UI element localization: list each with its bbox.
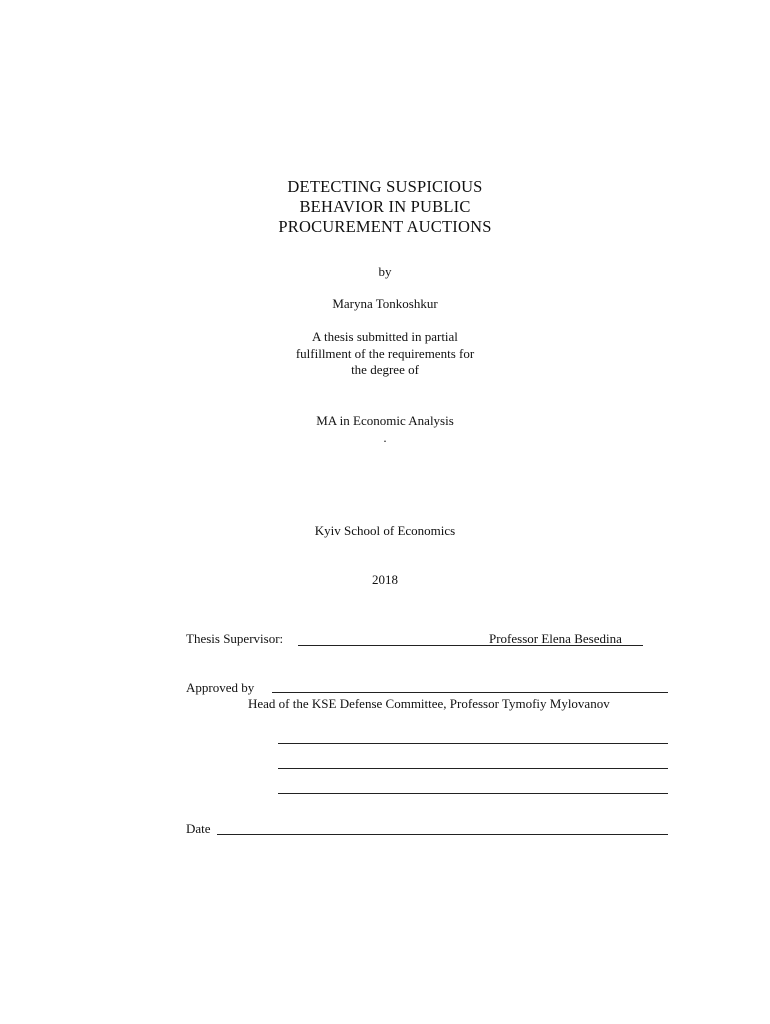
submission-line-2: fulfillment of the requirements for bbox=[295, 345, 475, 361]
degree-dot: . bbox=[383, 430, 387, 445]
thesis-title bbox=[0, 177, 770, 237]
school-name: Kyiv School of Economics bbox=[314, 523, 456, 538]
author-name: Maryna Tonkoshkur bbox=[332, 296, 438, 311]
signature-line-1 bbox=[278, 743, 668, 744]
supervisor-name: Professor Elena Besedina bbox=[489, 631, 622, 646]
signature-line-2 bbox=[278, 768, 668, 769]
date-line bbox=[217, 834, 668, 835]
supervisor-label: Thesis Supervisor: bbox=[186, 631, 284, 646]
approval-signature-line bbox=[272, 692, 668, 693]
thesis-title-line-1: DETECTING SUSPICIOUS bbox=[287, 177, 483, 196]
by-label: by bbox=[378, 264, 392, 279]
committee-head-caption: Head of the KSE Defense Committee, Professor Tymofiy Mylovanov bbox=[248, 696, 610, 711]
year: 2018 bbox=[372, 572, 398, 587]
degree-name: MA in Economic Analysis bbox=[316, 413, 454, 428]
submission-line-1: A thesis submitted in partial bbox=[312, 329, 458, 344]
date-label: Date bbox=[186, 821, 211, 836]
approved-by-label: Approved by bbox=[186, 680, 255, 695]
submission-statement bbox=[0, 329, 770, 379]
thesis-title-line-3: PROCUREMENT AUCTIONS bbox=[278, 217, 492, 236]
signature-line-3 bbox=[278, 793, 668, 794]
thesis-title-line-2: BEHAVIOR IN PUBLIC bbox=[299, 197, 471, 216]
submission-line-3: the degree of bbox=[351, 362, 419, 377]
